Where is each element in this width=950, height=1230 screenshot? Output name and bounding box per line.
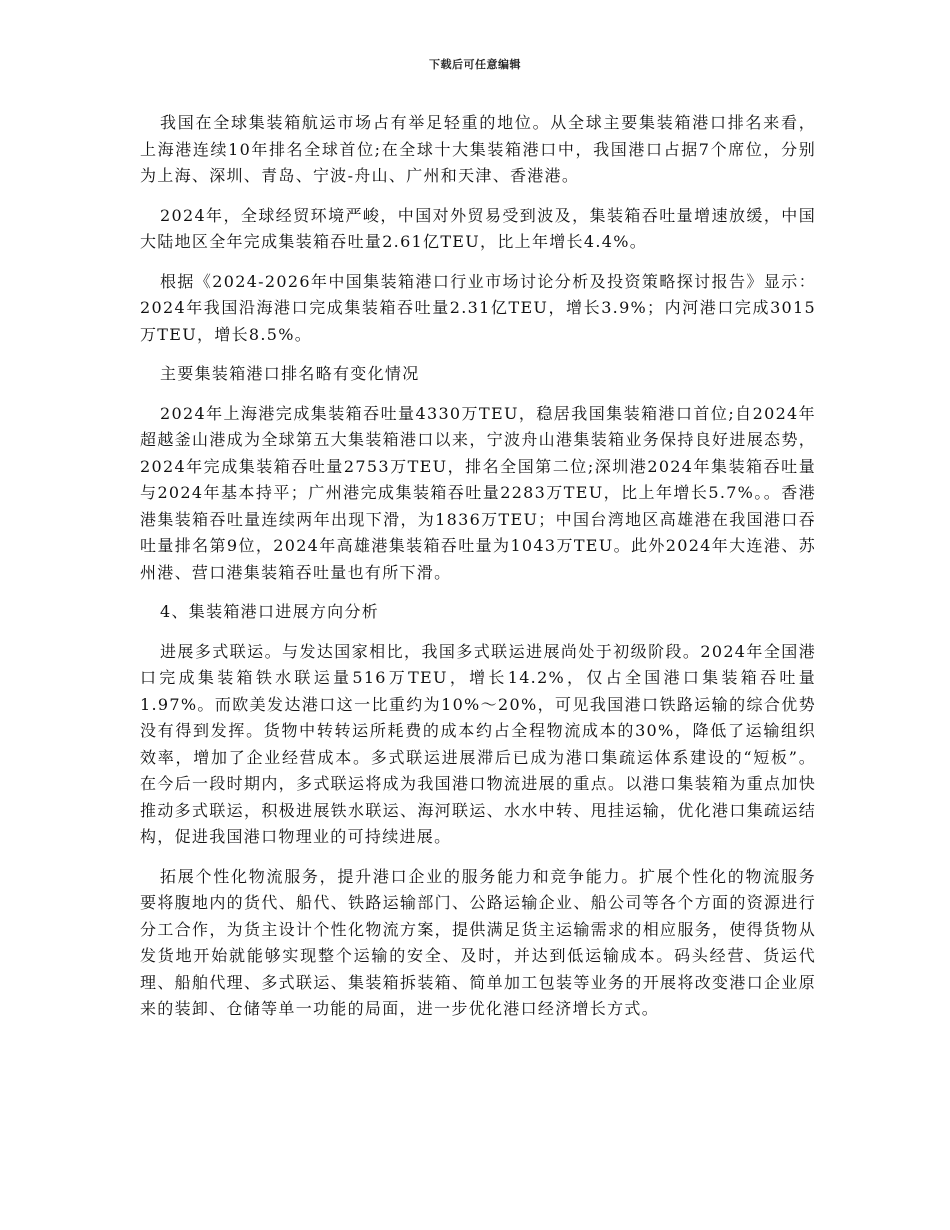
document-body bbox=[140, 110, 816, 1036]
section-heading-development-direction: 4、集装箱港口进展方向分析 bbox=[160, 602, 380, 621]
paragraph-global-ranking: 我国在全球集装箱航运市场占有举足轻重的地位。从全球主要集装箱港口排名来看，上海港连续10年排名全球首位;在全球十大集装箱港口中，我国港口占据7个席位，分别为上海、深圳、青岛、宁波-舟山、广州和天津、香港港。 bbox=[140, 113, 816, 185]
paragraph-logistics-services: 拓展个性化物流服务，提升港口企业的服务能力和竞争能力。扩展个性化的物流服务要将腹地内的货代、船代、铁路运输部门、公路运输企业、船公司等各个方面的资源进行分工合作，为货主设计个性化物流方案，提供满足货主运输需求的相应服务，使得货物从发货地开始就能够实现整个运输的安全、及时，并达到低运输成本。码头经营、货运代理、船舶代理、多式联运、集装箱拆装箱、简单加工包装等业务的开展将改变港口企业原来的装卸、仓储等单一功能的局面，进一步优化港口经济增长方式。 bbox=[140, 866, 816, 1018]
paragraph-port-ranking-details: 2024年上海港完成集装箱吞吐量4330万TEU，稳居我国集装箱港口首位;自2024年超越釜山港成为全球第五大集装箱港口以来，宁波舟山港集装箱业务保持良好进展态势，2024年完成集装箱吞吐量2753万TEU，排名全国第二位;深圳港2024年集装箱吞吐量与2024年基本持平；广州港完成集装箱吞吐量2283万TEU，比上年增长5.7%。。香港港集装箱吞吐量连续两年出现下滑，为1836万TEU；中国台湾地区高雄港在我国港口吞吐量排名第9位，2024年高雄港集装箱吞吐量为1043万TEU。此外2024年大连港、苏州港、营口港集装箱吞吐量也有所下滑。 bbox=[140, 403, 816, 582]
page-header: 下载后可任意编辑 bbox=[429, 58, 521, 71]
paragraph-multimodal-transport: 进展多式联运。与发达国家相比，我国多式联运进展尚处于初级阶段。2024年全国港口完成集装箱铁水联运量516万TEU，增长14.2%，仅占全国港口集装箱吞吐量1.97%。而欧美发达港口这一比重约为10%～20%，可见我国港口铁路运输的综合优势没有得到发挥。货物中转转运所耗费的成本约占全程物流成本的30%，降低了运输组织效率，增加了企业经营成本。多式联运进展滞后已成为港口集疏运体系建设的“短板”。在今后一段时期内，多式联运将成为我国港口物流进展的重点。以港口集装箱为重点加快推动多式联运，积极进展铁水联运、海河联运、水水中转、甩挂运输，优化港口集疏运结构，促进我国港口物理业的可持续进展。 bbox=[140, 641, 816, 846]
section-heading-port-ranking: 主要集装箱港口排名略有变化情况 bbox=[160, 364, 420, 383]
paragraph-throughput-2024: 2024年，全球经贸环境严峻，中国对外贸易受到波及，集装箱吞吐量增速放缓，中国大陆地区全年完成集装箱吞吐量2.61亿TEU，比上年增长4.4%。 bbox=[140, 205, 816, 251]
paragraph-report-findings: 根据《2024-2026年中国集装箱港口行业市场讨论分析及投资策略探讨报告》显示：2024年我国沿海港口完成集装箱吞吐量2.31亿TEU，增长3.9%；内河港口完成3015万TEU，增长8.5%。 bbox=[140, 271, 816, 344]
